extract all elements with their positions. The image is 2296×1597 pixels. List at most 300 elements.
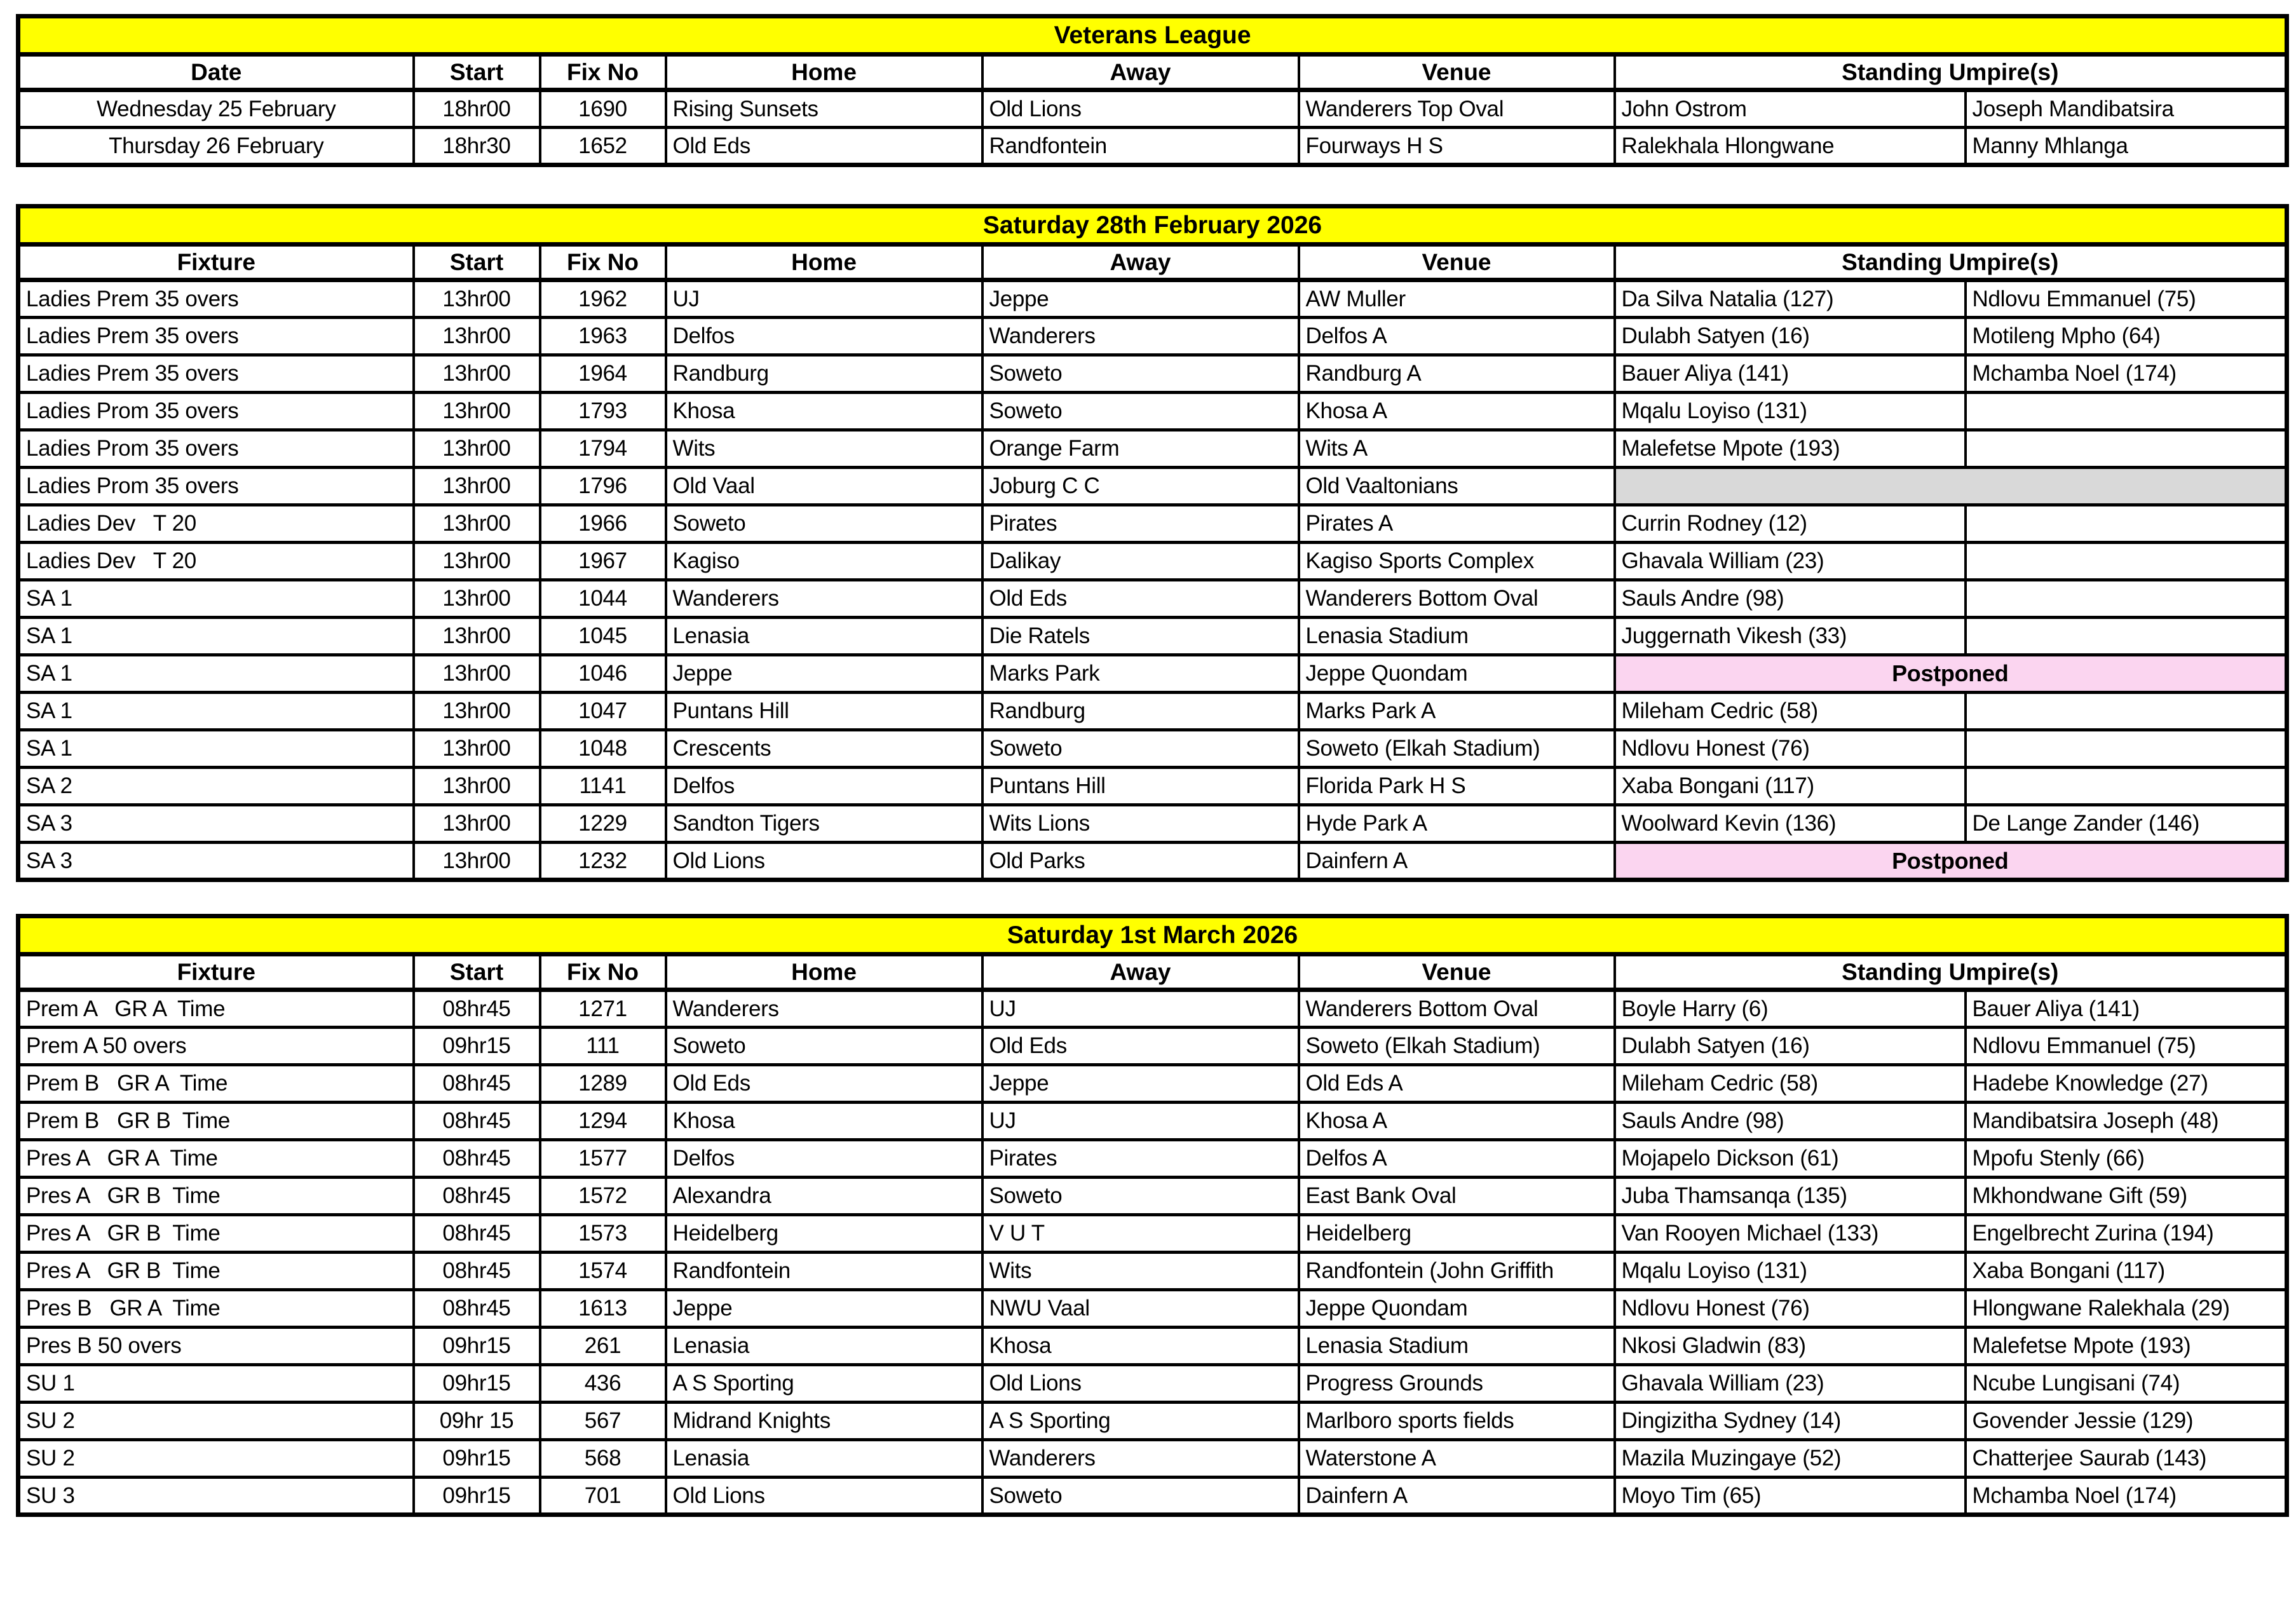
venue-cell: Marlboro sports fields	[1299, 1403, 1615, 1440]
column-header-away: Away	[982, 245, 1299, 280]
fix-no-cell: 1294	[540, 1103, 666, 1140]
home-cell: Heidelberg	[666, 1215, 982, 1253]
away-cell: Randfontein	[982, 128, 1299, 165]
umpire1-cell: John Ostrom	[1615, 90, 1966, 128]
table-title-row	[18, 916, 2287, 955]
start-cell: 13hr00	[414, 280, 540, 318]
away-cell: V U T	[982, 1215, 1299, 1253]
fixture-row	[18, 393, 2287, 430]
column-header-date: Date	[18, 55, 414, 90]
home-cell: Jeppe	[666, 1290, 982, 1328]
fixture-cell: SU 1	[18, 1365, 414, 1403]
table-title: Saturday 28th February 2026	[18, 207, 2287, 245]
fixture-row	[18, 618, 2287, 655]
home-cell: Soweto	[666, 1028, 982, 1065]
venue-cell: AW Muller	[1299, 280, 1615, 318]
start-cell: 13hr00	[414, 730, 540, 768]
venue-cell: Soweto (Elkah Stadium)	[1299, 730, 1615, 768]
umpire1-cell: Dingizitha Sydney (14)	[1615, 1403, 1966, 1440]
umpire2-cell	[1966, 430, 2287, 468]
fixture-row	[18, 693, 2287, 730]
venue-cell: Marks Park A	[1299, 693, 1615, 730]
home-cell: Randfontein	[666, 1253, 982, 1290]
start-cell: 13hr00	[414, 543, 540, 580]
fixture-cell: SA 1	[18, 730, 414, 768]
home-cell: Old Vaal	[666, 468, 982, 505]
venue-cell: Florida Park H S	[1299, 768, 1615, 805]
fixture-cell: SA 1	[18, 618, 414, 655]
table-title: Veterans League	[18, 17, 2287, 55]
fix-no-cell: 1966	[540, 505, 666, 543]
start-cell: 13hr00	[414, 318, 540, 355]
fixture-row	[18, 505, 2287, 543]
umpire2-cell: Chatterjee Saurab (143)	[1966, 1440, 2287, 1478]
fix-no-cell: 1289	[540, 1065, 666, 1103]
away-cell: Wanderers	[982, 318, 1299, 355]
venue-cell: Old Eds A	[1299, 1065, 1615, 1103]
fix-no-cell: 1047	[540, 693, 666, 730]
fixture-row	[18, 280, 2287, 318]
away-cell: Soweto	[982, 730, 1299, 768]
fixture-row	[18, 1478, 2287, 1515]
umpire1-cell: Boyle Harry (6)	[1615, 990, 1966, 1028]
umpire2-cell: Joseph Mandibatsira	[1966, 90, 2287, 128]
column-header-away: Away	[982, 55, 1299, 90]
fixture-cell: SU 2	[18, 1440, 414, 1478]
umpire2-cell: Hadebe Knowledge (27)	[1966, 1065, 2287, 1103]
venue-cell: Fourways H S	[1299, 128, 1615, 165]
fix-no-cell: 1574	[540, 1253, 666, 1290]
venue-cell: Randfontein (John Griffith	[1299, 1253, 1615, 1290]
home-cell: Randburg	[666, 355, 982, 393]
umpire1-cell: Sauls Andre (98)	[1615, 1103, 1966, 1140]
postponed-cell: Postponed	[1615, 843, 2287, 880]
fix-no-cell: 1796	[540, 468, 666, 505]
home-cell: Old Lions	[666, 1478, 982, 1515]
fixture-row	[18, 1440, 2287, 1478]
venue-cell: Wits A	[1299, 430, 1615, 468]
start-cell: 13hr00	[414, 618, 540, 655]
away-cell: Old Parks	[982, 843, 1299, 880]
venue-cell: Old Vaaltonians	[1299, 468, 1615, 505]
away-cell: Pirates	[982, 1140, 1299, 1178]
veterans-league-table	[16, 14, 2289, 167]
fix-no-cell: 1572	[540, 1178, 666, 1215]
umpire1-cell: Ralekhala Hlongwane	[1615, 128, 1966, 165]
fix-no-cell: 1962	[540, 280, 666, 318]
home-cell: Delfos	[666, 768, 982, 805]
fixture-cell: Ladies Prom 35 overs	[18, 393, 414, 430]
fixture-cell: Wednesday 25 February	[18, 90, 414, 128]
away-cell: Soweto	[982, 1178, 1299, 1215]
column-header-row	[18, 955, 2287, 990]
fixture-row	[18, 1178, 2287, 1215]
fixture-row	[18, 580, 2287, 618]
venue-cell: Progress Grounds	[1299, 1365, 1615, 1403]
venue-cell: Heidelberg	[1299, 1215, 1615, 1253]
umpire1-cell: Mileham Cedric (58)	[1615, 1065, 1966, 1103]
umpire2-cell	[1966, 730, 2287, 768]
away-cell: Soweto	[982, 355, 1299, 393]
fix-no-cell: 1613	[540, 1290, 666, 1328]
start-cell: 13hr00	[414, 505, 540, 543]
away-cell: UJ	[982, 990, 1299, 1028]
fix-no-cell: 1690	[540, 90, 666, 128]
fix-no-cell: 111	[540, 1028, 666, 1065]
start-cell: 08hr45	[414, 1178, 540, 1215]
away-cell: Old Lions	[982, 1365, 1299, 1403]
fix-no-cell: 568	[540, 1440, 666, 1478]
venue-cell: Lenasia Stadium	[1299, 618, 1615, 655]
fixture-row	[18, 1103, 2287, 1140]
start-cell: 08hr45	[414, 1215, 540, 1253]
umpire2-cell: Mpofu Stenly (66)	[1966, 1140, 2287, 1178]
fix-no-cell: 1794	[540, 430, 666, 468]
unassigned-umpire-cell	[1615, 468, 2287, 505]
away-cell: Old Lions	[982, 90, 1299, 128]
away-cell: Marks Park	[982, 655, 1299, 693]
umpire1-cell: Mqalu Loyiso (131)	[1615, 393, 1966, 430]
column-header-fix-no: Fix No	[540, 245, 666, 280]
umpire1-cell: Da Silva Natalia (127)	[1615, 280, 1966, 318]
umpire1-cell: Moyo Tim (65)	[1615, 1478, 1966, 1515]
fix-no-cell: 1964	[540, 355, 666, 393]
away-cell: Die Ratels	[982, 618, 1299, 655]
venue-cell: Waterstone A	[1299, 1440, 1615, 1478]
fixture-cell: Ladies Dev T 20	[18, 543, 414, 580]
column-header-venue: Venue	[1299, 55, 1615, 90]
column-header-away: Away	[982, 955, 1299, 990]
umpire2-cell: Mandibatsira Joseph (48)	[1966, 1103, 2287, 1140]
start-cell: 13hr00	[414, 393, 540, 430]
fix-no-cell: 1967	[540, 543, 666, 580]
away-cell: Wits	[982, 1253, 1299, 1290]
start-cell: 13hr00	[414, 430, 540, 468]
venue-cell: Soweto (Elkah Stadium)	[1299, 1028, 1615, 1065]
fixture-row	[18, 1328, 2287, 1365]
umpire2-cell: Ncube Lungisani (74)	[1966, 1365, 2287, 1403]
fixture-row	[18, 128, 2287, 165]
home-cell: Wanderers	[666, 990, 982, 1028]
start-cell: 13hr00	[414, 580, 540, 618]
home-cell: Delfos	[666, 1140, 982, 1178]
fixture-row	[18, 1290, 2287, 1328]
fixture-row	[18, 805, 2287, 843]
fixture-cell: SU 2	[18, 1403, 414, 1440]
home-cell: Khosa	[666, 1103, 982, 1140]
umpire2-cell	[1966, 693, 2287, 730]
table-title: Saturday 1st March 2026	[18, 916, 2287, 955]
fix-no-cell: 1271	[540, 990, 666, 1028]
fixture-cell: Pres A GR B Time	[18, 1178, 414, 1215]
umpire2-cell: Bauer Aliya (141)	[1966, 990, 2287, 1028]
away-cell: Old Eds	[982, 580, 1299, 618]
fix-no-cell: 1652	[540, 128, 666, 165]
venue-cell: East Bank Oval	[1299, 1178, 1615, 1215]
column-header-row	[18, 55, 2287, 90]
column-header-home: Home	[666, 955, 982, 990]
home-cell: Lenasia	[666, 618, 982, 655]
venue-cell: Jeppe Quondam	[1299, 1290, 1615, 1328]
fixture-row	[18, 730, 2287, 768]
venue-cell: Pirates A	[1299, 505, 1615, 543]
home-cell: Delfos	[666, 318, 982, 355]
start-cell: 09hr15	[414, 1478, 540, 1515]
home-cell: Soweto	[666, 505, 982, 543]
umpire1-cell: Juggernath Vikesh (33)	[1615, 618, 1966, 655]
start-cell: 09hr 15	[414, 1403, 540, 1440]
away-cell: Joburg C C	[982, 468, 1299, 505]
umpire1-cell: Ghavala William (23)	[1615, 1365, 1966, 1403]
fixture-row	[18, 468, 2287, 505]
home-cell: Crescents	[666, 730, 982, 768]
saturday-1st-march-table	[16, 914, 2289, 1517]
home-cell: Jeppe	[666, 655, 982, 693]
fixture-cell: Ladies Prem 35 overs	[18, 318, 414, 355]
away-cell: NWU Vaal	[982, 1290, 1299, 1328]
umpire1-cell: Sauls Andre (98)	[1615, 580, 1966, 618]
away-cell: Jeppe	[982, 1065, 1299, 1103]
umpire1-cell: Ndlovu Honest (76)	[1615, 730, 1966, 768]
fix-no-cell: 1577	[540, 1140, 666, 1178]
umpire1-cell: Juba Thamsanqa (135)	[1615, 1178, 1966, 1215]
venue-cell: Hyde Park A	[1299, 805, 1615, 843]
fix-no-cell: 1048	[540, 730, 666, 768]
fixture-row	[18, 90, 2287, 128]
umpire1-cell: Mojapelo Dickson (61)	[1615, 1140, 1966, 1178]
fixture-row	[18, 843, 2287, 880]
umpire2-cell: Xaba Bongani (117)	[1966, 1253, 2287, 1290]
column-header-fixture: Fixture	[18, 245, 414, 280]
away-cell: A S Sporting	[982, 1403, 1299, 1440]
home-cell: Khosa	[666, 393, 982, 430]
fixture-row	[18, 1365, 2287, 1403]
home-cell: Rising Sunsets	[666, 90, 982, 128]
fix-no-cell: 1046	[540, 655, 666, 693]
start-cell: 08hr45	[414, 1140, 540, 1178]
fixture-row	[18, 430, 2287, 468]
umpire2-cell: Mchamba Noel (174)	[1966, 1478, 2287, 1515]
start-cell: 13hr00	[414, 655, 540, 693]
fix-no-cell: 261	[540, 1328, 666, 1365]
start-cell: 13hr00	[414, 468, 540, 505]
umpire2-cell	[1966, 543, 2287, 580]
fixture-row	[18, 1253, 2287, 1290]
umpire2-cell: Malefetse Mpote (193)	[1966, 1328, 2287, 1365]
column-header-start: Start	[414, 955, 540, 990]
fixture-row	[18, 1140, 2287, 1178]
start-cell: 13hr00	[414, 355, 540, 393]
venue-cell: Wanderers Top Oval	[1299, 90, 1615, 128]
venue-cell: Wanderers Bottom Oval	[1299, 580, 1615, 618]
column-header-start: Start	[414, 55, 540, 90]
fixture-row	[18, 1028, 2287, 1065]
away-cell: Old Eds	[982, 1028, 1299, 1065]
umpire2-cell	[1966, 580, 2287, 618]
fixture-cell: Pres B GR A Time	[18, 1290, 414, 1328]
fixture-cell: Pres A GR B Time	[18, 1253, 414, 1290]
column-header-home: Home	[666, 245, 982, 280]
away-cell: Khosa	[982, 1328, 1299, 1365]
column-header-start: Start	[414, 245, 540, 280]
umpire2-cell: Mkhondwane Gift (59)	[1966, 1178, 2287, 1215]
postponed-cell: Postponed	[1615, 655, 2287, 693]
start-cell: 08hr45	[414, 1290, 540, 1328]
column-header-standing-umpire-s-: Standing Umpire(s)	[1615, 955, 2287, 990]
fixture-cell: SA 3	[18, 805, 414, 843]
fix-no-cell: 1963	[540, 318, 666, 355]
start-cell: 18hr30	[414, 128, 540, 165]
home-cell: Lenasia	[666, 1440, 982, 1478]
fixture-row	[18, 1403, 2287, 1440]
umpire1-cell: Ghavala William (23)	[1615, 543, 1966, 580]
umpire1-cell: Dulabh Satyen (16)	[1615, 1028, 1966, 1065]
home-cell: Wits	[666, 430, 982, 468]
column-header-standing-umpire-s-: Standing Umpire(s)	[1615, 55, 2287, 90]
umpire2-cell: Ndlovu Emmanuel (75)	[1966, 280, 2287, 318]
home-cell: Kagiso	[666, 543, 982, 580]
venue-cell: Dainfern A	[1299, 1478, 1615, 1515]
venue-cell: Dainfern A	[1299, 843, 1615, 880]
venue-cell: Delfos A	[1299, 1140, 1615, 1178]
start-cell: 18hr00	[414, 90, 540, 128]
start-cell: 09hr15	[414, 1328, 540, 1365]
column-header-standing-umpire-s-: Standing Umpire(s)	[1615, 245, 2287, 280]
fixture-cell: Prem B GR A Time	[18, 1065, 414, 1103]
away-cell: Jeppe	[982, 280, 1299, 318]
fixture-cell: SA 1	[18, 580, 414, 618]
fix-no-cell: 1229	[540, 805, 666, 843]
umpire1-cell: Currin Rodney (12)	[1615, 505, 1966, 543]
umpire1-cell: Bauer Aliya (141)	[1615, 355, 1966, 393]
home-cell: Wanderers	[666, 580, 982, 618]
start-cell: 13hr00	[414, 805, 540, 843]
away-cell: Wanderers	[982, 1440, 1299, 1478]
fix-no-cell: 1141	[540, 768, 666, 805]
start-cell: 08hr45	[414, 990, 540, 1028]
umpire1-cell: Ndlovu Honest (76)	[1615, 1290, 1966, 1328]
away-cell: Randburg	[982, 693, 1299, 730]
fixture-row	[18, 990, 2287, 1028]
venue-cell: Wanderers Bottom Oval	[1299, 990, 1615, 1028]
umpire2-cell	[1966, 768, 2287, 805]
fixture-cell: SA 2	[18, 768, 414, 805]
fixture-cell: Ladies Prom 35 overs	[18, 468, 414, 505]
away-cell: UJ	[982, 1103, 1299, 1140]
start-cell: 13hr00	[414, 768, 540, 805]
fix-no-cell: 1045	[540, 618, 666, 655]
fixture-row	[18, 768, 2287, 805]
table-title-row	[18, 17, 2287, 55]
fix-no-cell: 1232	[540, 843, 666, 880]
fixture-cell: Pres A GR B Time	[18, 1215, 414, 1253]
column-header-fix-no: Fix No	[540, 955, 666, 990]
start-cell: 09hr15	[414, 1440, 540, 1478]
home-cell: Old Eds	[666, 128, 982, 165]
home-cell: Old Lions	[666, 843, 982, 880]
fixture-cell: Ladies Prem 35 overs	[18, 355, 414, 393]
fixture-cell: Ladies Prom 35 overs	[18, 430, 414, 468]
fixture-rows	[18, 280, 2287, 880]
fixture-cell: Prem B GR B Time	[18, 1103, 414, 1140]
fix-no-cell: 436	[540, 1365, 666, 1403]
fixture-cell: SA 3	[18, 843, 414, 880]
home-cell: Midrand Knights	[666, 1403, 982, 1440]
saturday-28th-february-table	[16, 204, 2289, 882]
start-cell: 08hr45	[414, 1065, 540, 1103]
fixture-cell: Ladies Dev T 20	[18, 505, 414, 543]
fix-no-cell: 1573	[540, 1215, 666, 1253]
start-cell: 08hr45	[414, 1253, 540, 1290]
home-cell: Alexandra	[666, 1178, 982, 1215]
fixture-row	[18, 1215, 2287, 1253]
fixture-cell: Prem A 50 overs	[18, 1028, 414, 1065]
away-cell: Soweto	[982, 1478, 1299, 1515]
fixture-cell: Pres B 50 overs	[18, 1328, 414, 1365]
start-cell: 13hr00	[414, 843, 540, 880]
umpire1-cell: Mazila Muzingaye (52)	[1615, 1440, 1966, 1478]
umpire1-cell: Mqalu Loyiso (131)	[1615, 1253, 1966, 1290]
fixture-rows	[18, 990, 2287, 1515]
fix-no-cell: 701	[540, 1478, 666, 1515]
umpire1-cell: Xaba Bongani (117)	[1615, 768, 1966, 805]
column-header-fix-no: Fix No	[540, 55, 666, 90]
fixture-row	[18, 543, 2287, 580]
fixture-cell: SU 3	[18, 1478, 414, 1515]
umpire2-cell: Engelbrecht Zurina (194)	[1966, 1215, 2287, 1253]
umpire2-cell: Ndlovu Emmanuel (75)	[1966, 1028, 2287, 1065]
fixture-rows	[18, 90, 2287, 165]
umpire1-cell: Woolward Kevin (136)	[1615, 805, 1966, 843]
venue-cell: Khosa A	[1299, 393, 1615, 430]
column-header-home: Home	[666, 55, 982, 90]
fix-no-cell: 567	[540, 1403, 666, 1440]
umpire2-cell	[1966, 505, 2287, 543]
column-header-fixture: Fixture	[18, 955, 414, 990]
umpire2-cell: Motileng Mpho (64)	[1966, 318, 2287, 355]
venue-cell: Lenasia Stadium	[1299, 1328, 1615, 1365]
fixture-cell: SA 1	[18, 655, 414, 693]
umpire1-cell: Mileham Cedric (58)	[1615, 693, 1966, 730]
fixture-cell: SA 1	[18, 693, 414, 730]
home-cell: UJ	[666, 280, 982, 318]
home-cell: Puntans Hill	[666, 693, 982, 730]
away-cell: Soweto	[982, 393, 1299, 430]
column-header-venue: Venue	[1299, 245, 1615, 280]
column-header-row	[18, 245, 2287, 280]
umpire2-cell: Mchamba Noel (174)	[1966, 355, 2287, 393]
home-cell: Sandton Tigers	[666, 805, 982, 843]
away-cell: Pirates	[982, 505, 1299, 543]
fix-no-cell: 1044	[540, 580, 666, 618]
away-cell: Puntans Hill	[982, 768, 1299, 805]
home-cell: A S Sporting	[666, 1365, 982, 1403]
away-cell: Wits Lions	[982, 805, 1299, 843]
umpire1-cell: Nkosi Gladwin (83)	[1615, 1328, 1966, 1365]
fixture-cell: Pres A GR A Time	[18, 1140, 414, 1178]
away-cell: Orange Farm	[982, 430, 1299, 468]
home-cell: Old Eds	[666, 1065, 982, 1103]
umpire2-cell	[1966, 618, 2287, 655]
fixture-row	[18, 1065, 2287, 1103]
umpire2-cell: Govender Jessie (129)	[1966, 1403, 2287, 1440]
umpire2-cell: Hlongwane Ralekhala (29)	[1966, 1290, 2287, 1328]
start-cell: 13hr00	[414, 693, 540, 730]
umpire1-cell: Dulabh Satyen (16)	[1615, 318, 1966, 355]
fixture-cell: Thursday 26 February	[18, 128, 414, 165]
fixture-row	[18, 655, 2287, 693]
venue-cell: Randburg A	[1299, 355, 1615, 393]
